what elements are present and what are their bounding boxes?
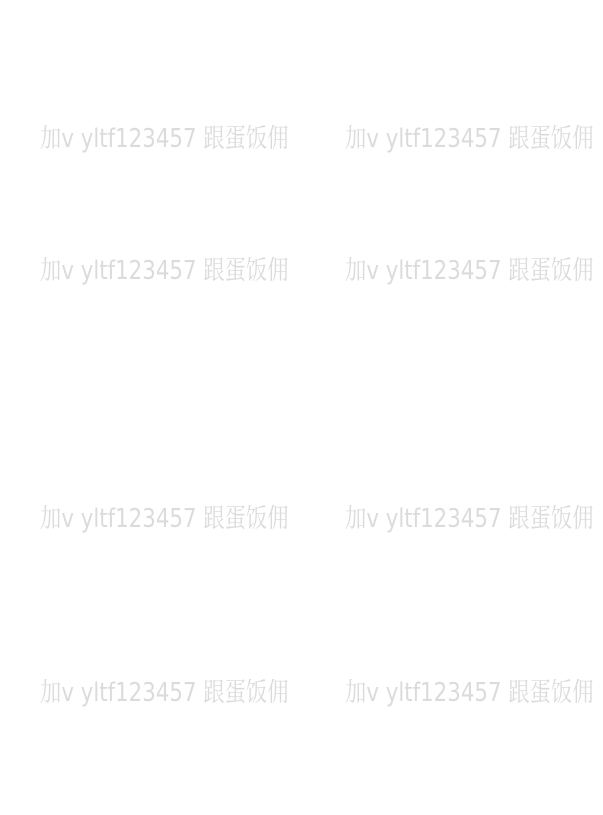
watermark: 加v yltf123457 跟蛋饭佣 bbox=[345, 256, 594, 286]
watermark: 加v yltf123457 跟蛋饭佣 bbox=[40, 124, 289, 154]
watermark: 加v yltf123457 跟蛋饭佣 bbox=[345, 678, 594, 708]
watermark: 加v yltf123457 跟蛋饭佣 bbox=[40, 504, 289, 534]
watermark: 加v yltf123457 跟蛋饭佣 bbox=[345, 504, 594, 534]
watermark: 加v yltf123457 跟蛋饭佣 bbox=[345, 124, 594, 154]
watermark: 加v yltf123457 跟蛋饭佣 bbox=[40, 678, 289, 708]
watermark: 加v yltf123457 跟蛋饭佣 bbox=[40, 256, 289, 286]
